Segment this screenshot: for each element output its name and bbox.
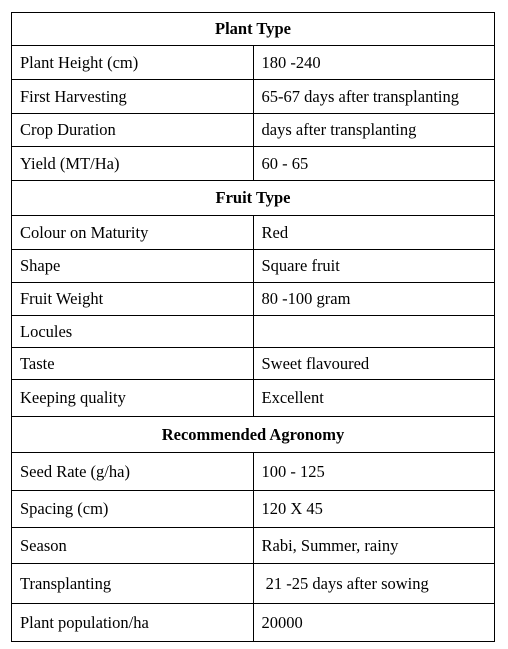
row-label: Season: [12, 528, 254, 564]
row-value: 80 -100 gram: [253, 283, 495, 316]
row-value: 100 - 125: [253, 453, 495, 491]
table-row: [12, 250, 495, 283]
row-value: Red: [253, 216, 495, 250]
section-header-plant-type: [12, 13, 495, 46]
table-row: [12, 380, 495, 417]
table-row: [12, 283, 495, 316]
row-value: Rabi, Summer, rainy: [253, 528, 495, 564]
table-row: [12, 316, 495, 348]
row-value: days after transplanting: [253, 114, 495, 147]
row-label: First Harvesting: [12, 80, 254, 114]
row-value: [253, 316, 495, 348]
row-label: Shape: [12, 250, 254, 283]
row-label: Crop Duration: [12, 114, 254, 147]
table-row: [12, 491, 495, 528]
table-row: [12, 348, 495, 380]
row-label: Keeping quality: [12, 380, 254, 417]
row-value: Sweet flavoured: [253, 348, 495, 380]
row-value: 180 -240: [253, 46, 495, 80]
table-row: [12, 564, 495, 604]
section-heading: Plant Type: [12, 13, 495, 46]
table-row: [12, 216, 495, 250]
table-row: [12, 453, 495, 491]
row-label: Yield (MT/Ha): [12, 147, 254, 181]
row-label: Plant population/ha: [12, 604, 254, 642]
section-header-fruit-type: [12, 181, 495, 216]
row-value: 120 X 45: [253, 491, 495, 528]
row-value: Excellent: [253, 380, 495, 417]
row-label: Seed Rate (g/ha): [12, 453, 254, 491]
row-label: Plant Height (cm): [12, 46, 254, 80]
row-label: Fruit Weight: [12, 283, 254, 316]
section-header-recommended-agronomy: [12, 417, 495, 453]
row-value: 60 - 65: [253, 147, 495, 181]
table-row: [12, 604, 495, 642]
row-value: Square fruit: [253, 250, 495, 283]
row-label: Colour on Maturity: [12, 216, 254, 250]
row-label: Locules: [12, 316, 254, 348]
table-row: [12, 46, 495, 80]
row-label: Taste: [12, 348, 254, 380]
row-value: 65-67 days after transplanting: [253, 80, 495, 114]
crop-spec-table: [11, 12, 495, 642]
section-heading: Fruit Type: [12, 181, 495, 216]
table-row: [12, 114, 495, 147]
row-value: 21 -25 days after sowing: [253, 564, 495, 604]
section-heading: Recommended Agronomy: [12, 417, 495, 453]
table-row: [12, 528, 495, 564]
row-value: 20000: [253, 604, 495, 642]
row-label: Spacing (cm): [12, 491, 254, 528]
table-row: [12, 80, 495, 114]
row-label: Transplanting: [12, 564, 254, 604]
table-row: [12, 147, 495, 181]
